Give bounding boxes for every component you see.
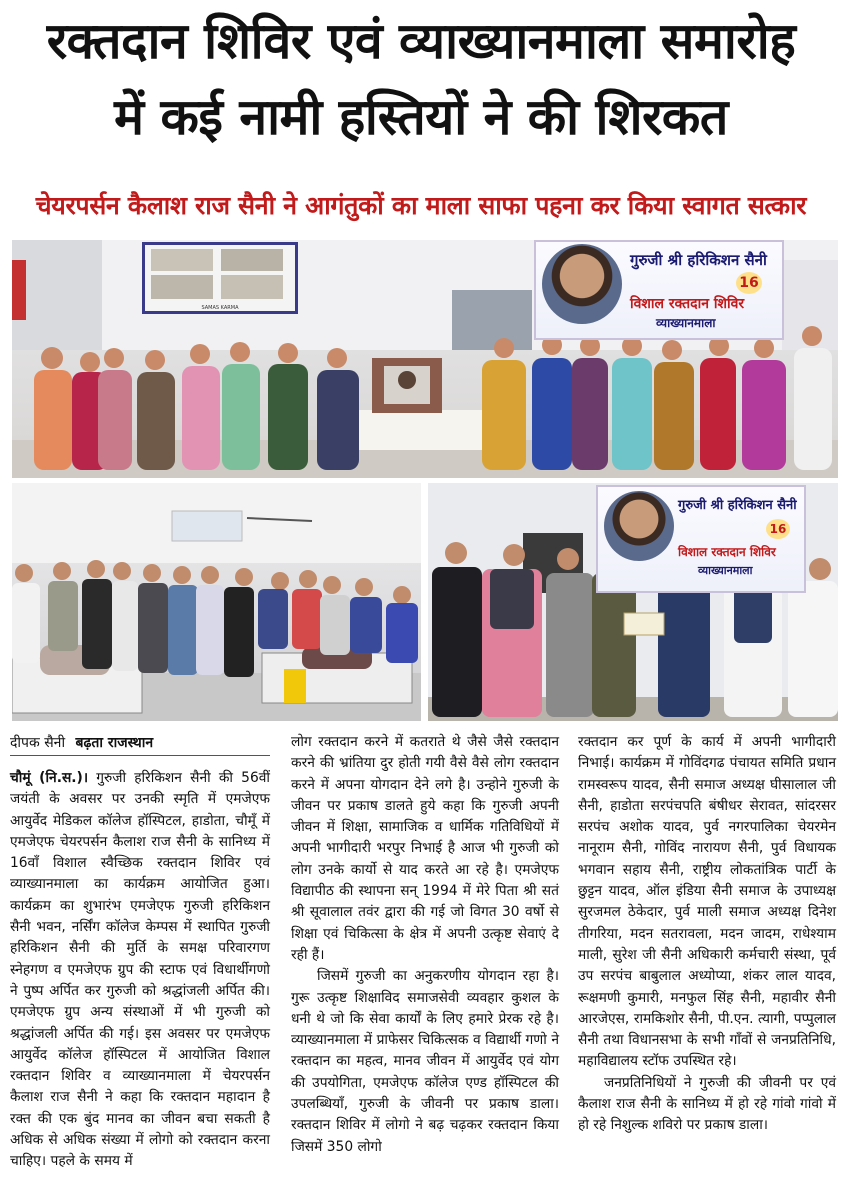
frame-caption: SAMAS KARMA (201, 305, 239, 311)
article-paragraph: रक्तदान कर पूर्ण के कार्य में अपनी भागीदारी निभाई। कार्यक्रम में गोविंदगढ पंचायत समिति प्रधान रामस्वरूप यादव, सैनी समाज अध्यक्ष घीसालाल जी सैनी, हाडोता सरपंचपति बंषीधर सेरावत, सांदरसर सरपंच अशोक यादव, पुर्व नगरपालिका चेयरमेन नानूराम सैनी, गोविंद नारायण सैनी, पुर्व विधायक भगवान सहाय सैनी, राष्ट्रीय लोकतांत्रिक पार्टी के छुट्टन यादव, ऑल इंडिया सैनी समाज के उपाध्यक्ष सुरजमल ठेकेदार, पुर्व माली समाज अध्यक्ष दिनेश तीगरिया, मदन सतरावला, मदन जादम, राधेश्याम माली, सुरेश जी सैनी अधिकारी कर्मचारी संस्था, पूर्व उप सरपंच बाबुलाल अध्योप्या, शंकर लाल यादव, रूक्षमणी कुमारी, मनफुल सिंह सैनी, महावीर सैनी आरजेएस, रामकिशोर सैनी, पी.एन. त्यागी, पप्पुलाल सैनी तथा विधानसभा के सभी गाँवों से जनप्रतिनिधि, महाविद्यालय स्टॉफ उपस्थित रहे। (578, 734, 836, 1070)
wall-frame (142, 242, 298, 314)
photo-tribute-group (12, 240, 838, 478)
event-banner-2 (596, 485, 806, 593)
photo-donation-hall (12, 483, 421, 721)
article-column-2 (291, 732, 559, 1158)
subheadline: चेयरपर्सन कैलाश राज सैनी ने आगंतुकों का माला साफा पहना कर किया स्वागत सत्कार (35, 191, 807, 220)
article-column-1 (10, 768, 270, 1173)
article-paragraph: जनप्रतिनिधियों ने गुरुजी की जीवनी पर एवं कैलाश राज सैनी के सानिध्य में हो रहे गांवो गांवो में हो रहे निशुल्क शविरो पर प्रकाष डाला। (578, 1074, 836, 1134)
article-paragraph (10, 768, 270, 1173)
banner-number: 16 (766, 519, 790, 539)
banner-number: 16 (736, 272, 762, 294)
banner-event-suffix: व्याख्यानमाला (656, 316, 716, 330)
headline-line-2: में कई नामी हस्तियों ने की शिरकत (114, 88, 728, 146)
byline (10, 733, 270, 756)
article-column-3 (578, 732, 836, 1137)
event-banner-1 (534, 240, 784, 340)
article-paragraph: जिसमें गुरुजी का अनुकरणीय योगदान रहा है। गुरू उत्कृष्ट शिक्षाविद समाजसेवी व्यवहार कुशल के धनी थे जो कि सेवा कार्यों के लिए हमारे प्रेरक रहे है। व्याख्यानमाला में प्राफेसर चिकित्सक व विद्यार्थी गणो ने रक्तदान का महत्व, मानव जीवन में आयुर्वेद एवं योग की उपयोगिता, एमजेएफ कॉलेज एण्ड हॉस्पिटल की उपलब्धियाँ, गुरुजी के जीवनी पर प्रकाष डाला। रक्तदान शिविर में लोगो ने बढ़ चढ़कर रक्तदान किया जिसमें 350 लोगो (291, 968, 559, 1155)
portrait (542, 244, 622, 324)
banner-event-suffix: व्याख्यानमाला (698, 564, 753, 577)
banner-name: गुरुजी श्री हरिकिशन सैनी (678, 498, 797, 513)
dateline: चौमूं (नि.स.)। (10, 770, 89, 786)
photo-donation-scene (12, 483, 421, 721)
photo-felicitation (428, 483, 838, 721)
article-paragraph: लोग रक्तदान करने में कतराते थे जैसे जैसे रक्तदान करने की भ्रांतिया दुर होती गयी वैसे वैसे लोग रक्तदान करने में अपना योगदान देने लगे है। उन्होने गुरुजी के जीवन पर प्रकाष डालते हुये कहा कि गुरुजी अपनी जीवन में शिक्षा, सामाजिक व धार्मिक गतिविधियों में अपनी भागीदारी भरपुर निभाई है आज भी गुरुजी को लोग उनके कार्यो से याद करते आ रहे है। एमजेएफ विद्यापीठ की स्थापना सन् 1994 में मेरे पिता श्री सतं श्री सूवालाल तवंर द्वारा की गई जो विगत 30 वर्षो से शिक्षा एवं चिकित्सा के क्षेत्र में अपनी उत्कृष्ट सेवाएं दे रही हैं। (291, 734, 559, 963)
banner-name: गुरुजी श्री हरिकिशन सैनी (630, 251, 767, 269)
banner-event: विशाल रक्तदान शिविर (630, 296, 745, 312)
headline-line-1: रक्तदान शिविर एवं व्याख्यानमाला समारोह (46, 12, 796, 70)
byline-author: दीपक सैनी (10, 735, 66, 751)
banner-event: विशाल रक्तदान शिविर (678, 545, 776, 559)
article-text: गुरुजी हरिकिशन सैनी की 56वीं जयंती के अवसर पर उनकी स्मृति में एमजेएफ आयुर्वेद मेडिकल कॉलेज हॉस्पिटल, हाडोता, चौमूँ में एमजेएफ चेयरपर्सन कैलाश राज सैनी के सानिध्य में 16वाँ विशाल स्वैच्छिक रक्तदान शिविर एवं व्याख्यानमाला का कार्यक्रम आयोजित हुआ। कार्यक्रम का शुभारंभ एमजेएफ गुरुजी हरिकिशन सैनी भवन, नर्सिंग कॉलेज केम्पस में स्थापित गुरुजी हरिकिशन सैनी की मुर्ति के समक्ष परिवारगण स्नेहगण व एमजेएफ ग्रुप की स्टाफ एवं विधार्थीगणो ने पुष्प अर्पित कर गुरुजी को श्रद्धांजली अर्पित की। एमजेएफ ग्रुप अन्य संस्थाओं में भी गुरुजी को श्रद्धांजली अर्पित की गई। इस अवसर पर एमजेएफ आयुर्वेद कॉलेज हॉस्पिटल में आयोजित विशाल रक्तदान शिविर व व्याख्यानमाला में चेयरपर्सन कैलाश राज सैनी ने कहा कि रक्तदान महादान है रक्त की एक बुंद मानव का जीवन बचा सकती है अधिक से अधिक संख्या में लोगो को रक्तदान करना चाहिए। पहले के समय में (10, 770, 270, 1170)
byline-source: बढ़ता राजस्थान (75, 735, 154, 751)
portrait (604, 491, 674, 561)
